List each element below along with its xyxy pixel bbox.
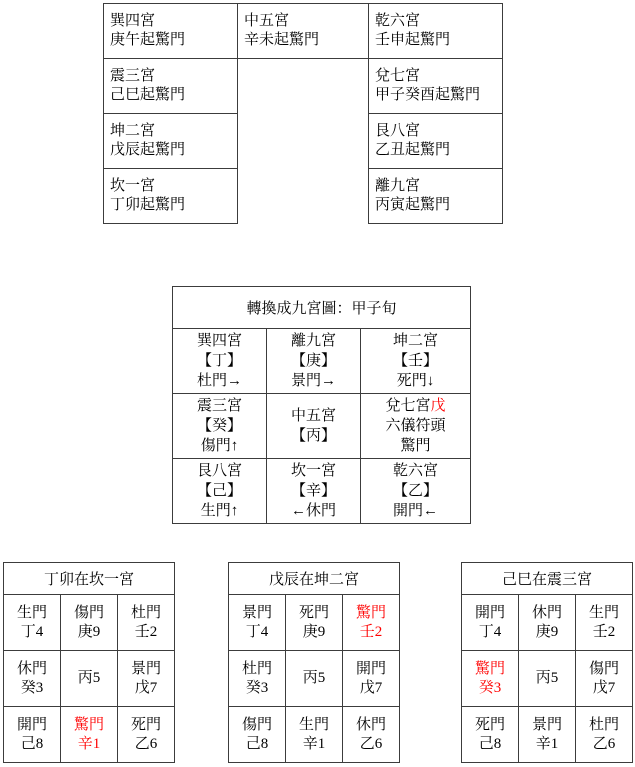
gate-name: 休門 bbox=[16, 660, 47, 677]
palace-name-line bbox=[361, 396, 470, 416]
palace-start-line: 辛未起驚門 bbox=[244, 32, 320, 48]
palace-cell bbox=[368, 58, 503, 114]
gate-arrow-line: 傷門↑ bbox=[200, 438, 239, 454]
gate-name: 開門 bbox=[16, 716, 47, 733]
palace-start-line: 丙寅起驚門 bbox=[375, 197, 451, 213]
gate-name: 生門 bbox=[589, 604, 620, 621]
gate-cell bbox=[61, 707, 118, 763]
start-gate-left-column bbox=[103, 3, 238, 224]
gate-cell bbox=[118, 707, 175, 763]
gate-name: 杜門 bbox=[241, 660, 272, 677]
palace-name: 離九宮 bbox=[375, 178, 421, 194]
nine-palace-cell bbox=[173, 459, 267, 524]
palace-cell bbox=[368, 168, 503, 224]
palace-name: 巽四宮 bbox=[110, 13, 156, 29]
stem-number: 癸3 bbox=[20, 679, 44, 696]
gate-cell bbox=[343, 651, 400, 707]
stem-number: 辛1 bbox=[302, 735, 326, 752]
palace-name: 乾六宮 bbox=[375, 13, 421, 29]
center-stem: 丙5 bbox=[302, 670, 326, 686]
stem-label: 【庚】 bbox=[290, 353, 336, 369]
stem-number: 壬2 bbox=[359, 623, 383, 640]
stem-number: 己8 bbox=[20, 735, 44, 752]
palace-name: 中五宮 bbox=[244, 13, 290, 29]
nine-palace-table bbox=[172, 286, 471, 524]
palace-start-line: 乙丑起驚門 bbox=[375, 142, 451, 158]
gate-name: 驚門 bbox=[474, 660, 505, 677]
palace-name: 兌七宮 bbox=[385, 398, 431, 414]
stem-number: 己8 bbox=[245, 735, 269, 752]
gate-name: 死門 bbox=[131, 716, 162, 733]
nine-palace-cell bbox=[173, 394, 267, 459]
gate-name: 驚門 bbox=[73, 716, 104, 733]
nine-palace-cell bbox=[173, 329, 267, 394]
stem-label: 【丁】 bbox=[196, 353, 242, 369]
palace-name: 巽四宮 bbox=[196, 333, 242, 349]
stem-label: 【辛】 bbox=[290, 483, 336, 499]
gate-table-1 bbox=[3, 562, 175, 763]
palace-start-line: 壬申起驚門 bbox=[375, 32, 451, 48]
gate-cell bbox=[118, 651, 175, 707]
gate-cell bbox=[576, 651, 633, 707]
palace-name: 震三宮 bbox=[110, 68, 156, 84]
palace-name: 艮八宮 bbox=[375, 123, 421, 139]
stem-number: 辛1 bbox=[77, 735, 101, 752]
palace-start-line: 己巳起驚門 bbox=[110, 87, 186, 103]
gate-name: 死門 bbox=[298, 604, 329, 621]
stem-number: 壬2 bbox=[134, 623, 158, 640]
stem-number: 乙6 bbox=[592, 735, 616, 752]
gate-cell bbox=[4, 595, 61, 651]
gate-arrow-line: 死門↓ bbox=[396, 373, 435, 389]
gate-cell bbox=[61, 651, 118, 707]
nine-palace-cell bbox=[267, 394, 361, 459]
palace-start-line: 丁卯起驚門 bbox=[110, 197, 186, 213]
start-gate-right-column bbox=[368, 3, 503, 224]
palace-cell bbox=[103, 3, 238, 59]
gate-name: 休門 bbox=[531, 604, 562, 621]
nine-palace-cell bbox=[267, 459, 361, 524]
nine-palace-title: 轉換成九宮圖：甲子旬 bbox=[173, 287, 471, 329]
start-gate-center-column bbox=[237, 3, 369, 59]
gate-arrow-line: 開門← bbox=[393, 503, 439, 519]
gate-name: 景門 bbox=[531, 716, 562, 733]
gate-cell bbox=[462, 707, 519, 763]
stem-number: 乙6 bbox=[134, 735, 158, 752]
gate-name: 開門 bbox=[356, 660, 387, 677]
leading-stem-red: 戊 bbox=[430, 398, 446, 414]
gate-arrow-line: 杜門→ bbox=[196, 373, 242, 389]
palace-name: 坎一宮 bbox=[290, 463, 336, 479]
gate-arrow-line: 景門→ bbox=[290, 373, 336, 389]
gate-cell bbox=[576, 707, 633, 763]
gate-cell bbox=[343, 707, 400, 763]
gate-arrow-line: 驚門 bbox=[400, 438, 431, 454]
gate-cell bbox=[4, 651, 61, 707]
stem-label: 【癸】 bbox=[196, 418, 242, 434]
stem-label: 【己】 bbox=[196, 483, 242, 499]
palace-cell bbox=[103, 113, 238, 169]
palace-cell bbox=[237, 3, 369, 59]
stem-number: 己8 bbox=[478, 735, 502, 752]
nine-palace-cell bbox=[361, 394, 471, 459]
gate-cell bbox=[519, 595, 576, 651]
stem-number: 癸3 bbox=[478, 679, 502, 696]
gate-cell bbox=[61, 595, 118, 651]
stem-number: 丁4 bbox=[478, 623, 502, 640]
stem-number: 庚9 bbox=[535, 623, 559, 640]
stem-label: 【丙】 bbox=[290, 428, 336, 444]
gate-arrow-line: ←休門 bbox=[290, 503, 336, 519]
stem-number: 丁4 bbox=[245, 623, 269, 640]
palace-start-line: 甲子癸酉起驚門 bbox=[375, 87, 481, 103]
stem-number: 戊7 bbox=[134, 679, 158, 696]
palace-name: 震三宮 bbox=[196, 398, 242, 414]
gate-cell bbox=[286, 707, 343, 763]
gate-cell bbox=[343, 595, 400, 651]
gate-cell bbox=[519, 651, 576, 707]
gate-name: 開門 bbox=[474, 604, 505, 621]
palace-start-line: 戊辰起驚門 bbox=[110, 142, 186, 158]
gate-name: 傷門 bbox=[241, 716, 272, 733]
gate-table-title: 己巳在震三宮 bbox=[462, 563, 633, 595]
stem-number: 庚9 bbox=[302, 623, 326, 640]
gate-name: 驚門 bbox=[356, 604, 387, 621]
gate-table-3 bbox=[461, 562, 633, 763]
palace-name: 乾六宮 bbox=[393, 463, 439, 479]
gate-cell bbox=[462, 651, 519, 707]
palace-name: 坤二宮 bbox=[393, 333, 439, 349]
palace-name: 艮八宮 bbox=[196, 463, 242, 479]
gate-cell bbox=[286, 595, 343, 651]
palace-name: 坤二宮 bbox=[110, 123, 156, 139]
palace-name: 兌七宮 bbox=[375, 68, 421, 84]
stem-number: 乙6 bbox=[359, 735, 383, 752]
stem-number: 戊7 bbox=[592, 679, 616, 696]
gate-cell bbox=[519, 707, 576, 763]
gate-name: 生門 bbox=[16, 604, 47, 621]
gate-name: 景門 bbox=[131, 660, 162, 677]
gate-name: 生門 bbox=[298, 716, 329, 733]
stem-number: 癸3 bbox=[245, 679, 269, 696]
gate-cell bbox=[462, 595, 519, 651]
gate-cell bbox=[229, 707, 286, 763]
stem-number: 辛1 bbox=[535, 735, 559, 752]
gate-arrow-line: 生門↑ bbox=[200, 503, 239, 519]
palace-name: 中五宮 bbox=[290, 408, 336, 424]
palace-cell bbox=[103, 58, 238, 114]
palace-cell bbox=[368, 3, 503, 59]
stem-number: 丁4 bbox=[20, 623, 44, 640]
gate-name: 景門 bbox=[241, 604, 272, 621]
stem-number: 庚9 bbox=[77, 623, 101, 640]
stem-label: 【壬】 bbox=[393, 353, 439, 369]
gate-cell bbox=[286, 651, 343, 707]
gate-table-title: 丁卯在坎一宮 bbox=[4, 563, 175, 595]
palace-start-line: 庚午起驚門 bbox=[110, 32, 186, 48]
palace-cell bbox=[103, 168, 238, 224]
gate-name: 傷門 bbox=[73, 604, 104, 621]
gate-name: 杜門 bbox=[589, 716, 620, 733]
stem-number: 壬2 bbox=[592, 623, 616, 640]
center-stem: 丙5 bbox=[535, 670, 559, 686]
gate-name: 死門 bbox=[474, 716, 505, 733]
nine-palace-cell bbox=[361, 459, 471, 524]
stem-label: 【乙】 bbox=[393, 483, 439, 499]
palace-name: 離九宮 bbox=[290, 333, 336, 349]
gate-table-2 bbox=[228, 562, 400, 763]
nine-palace-cell bbox=[267, 329, 361, 394]
gate-name: 傷門 bbox=[589, 660, 620, 677]
six-yi-label: 六儀符頭 bbox=[385, 418, 446, 434]
gate-cell bbox=[229, 651, 286, 707]
gate-name: 休門 bbox=[356, 716, 387, 733]
stem-number: 戊7 bbox=[359, 679, 383, 696]
palace-cell bbox=[368, 113, 503, 169]
center-stem: 丙5 bbox=[77, 670, 101, 686]
palace-name: 坎一宮 bbox=[110, 178, 156, 194]
gate-table-title: 戊辰在坤二宮 bbox=[229, 563, 400, 595]
gate-cell bbox=[229, 595, 286, 651]
gate-cell bbox=[576, 595, 633, 651]
gate-name: 杜門 bbox=[131, 604, 162, 621]
gate-cell bbox=[4, 707, 61, 763]
nine-palace-cell bbox=[361, 329, 471, 394]
gate-cell bbox=[118, 595, 175, 651]
